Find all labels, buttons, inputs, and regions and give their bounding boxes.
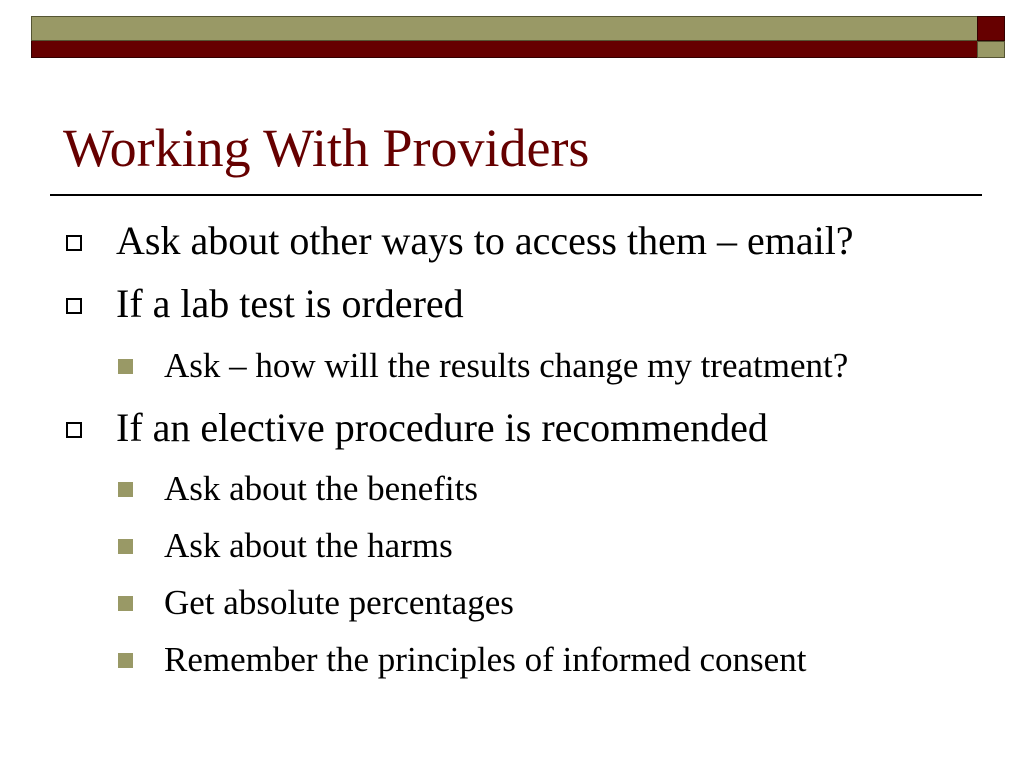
- bullet-text: If a lab test is ordered: [116, 281, 464, 326]
- slide-title: Working With Providers: [63, 118, 590, 178]
- sub-bullet-text: Get absolute percentages: [164, 583, 514, 622]
- bullet-text: If an elective procedure is recommended: [116, 405, 768, 450]
- sub-bullet-text: Remember the principles of informed consent: [164, 640, 807, 679]
- bullet-text: Ask about other ways to access them – email?: [116, 218, 854, 263]
- filled-square-icon: [118, 653, 133, 668]
- filled-square-icon: [118, 539, 133, 554]
- hollow-square-icon: [66, 298, 82, 314]
- sub-bullet-text: Ask about the benefits: [164, 469, 478, 508]
- filled-square-icon: [118, 482, 133, 497]
- hollow-square-icon: [66, 422, 82, 438]
- hollow-square-icon: [66, 235, 82, 251]
- filled-square-icon: [118, 359, 133, 374]
- sub-bullet-text: Ask about the harms: [164, 526, 453, 565]
- filled-square-icon: [118, 596, 133, 611]
- sub-bullet-text: Ask – how will the results change my treatment?: [164, 346, 849, 385]
